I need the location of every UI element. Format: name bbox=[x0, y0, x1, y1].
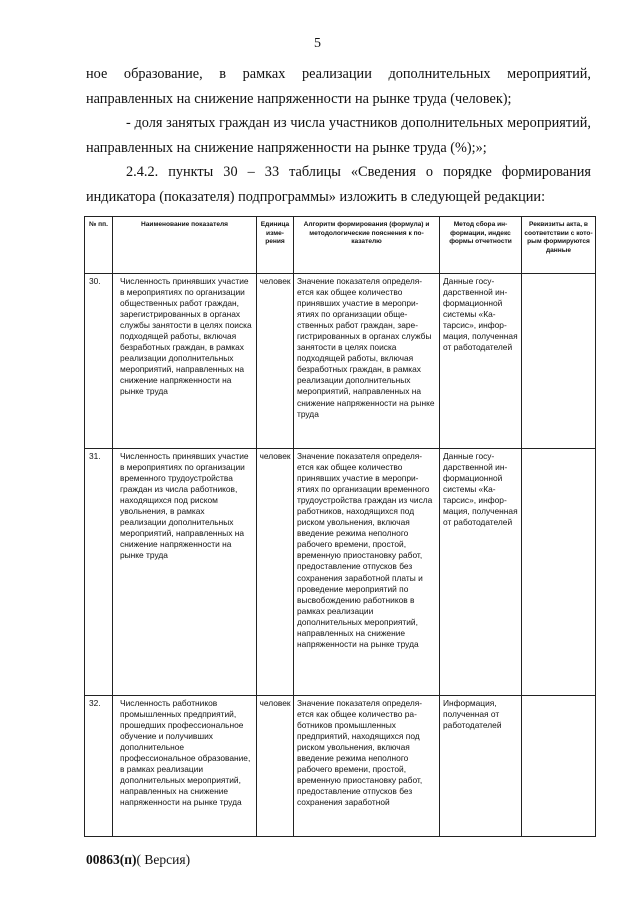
document-version: ( Версия) bbox=[136, 852, 191, 867]
column-header-name: Наименование показателя bbox=[113, 217, 257, 274]
body-text bbox=[86, 62, 591, 209]
document-code: 00863(п) bbox=[86, 852, 137, 867]
document-footer bbox=[86, 852, 190, 868]
cell-unit: человек bbox=[257, 274, 294, 449]
column-header-algorithm: Алгоритм формирования (формула) и методологические пояснения к показателю bbox=[294, 217, 440, 274]
cell-algorithm: Значение показателя определяется как общее количество принявших участие в мероприятиях по организации общественных работ граждан, зарегистрированных в органах службы занятости в целях поиска подходящей работы, включая безработных граждан, в рамках реализации дополнительных мероприятий, направленных на снижение напряженности на рынке труда bbox=[294, 274, 440, 449]
page-number: 5 bbox=[314, 36, 321, 51]
cell-method: Данные государственной информационной системы «Катарсис», информация, полученная от работодателей bbox=[440, 274, 522, 449]
column-header-requisites: Реквизиты акта, в соответствии с которым формируются данные bbox=[522, 217, 596, 274]
table-row bbox=[85, 449, 596, 696]
paragraph: ное образование, в рамках реализации дополнительных мероприятий, направленных на снижение напряженности на рынке труда (человек); bbox=[86, 66, 591, 107]
cell-unit: человек bbox=[257, 449, 294, 696]
cell-number: 32. bbox=[85, 696, 113, 837]
cell-number: 30. bbox=[85, 274, 113, 449]
paragraph: 2.4.2. пункты 30 – 33 таблицы «Сведения о порядке формирования индикатора (показателя) подпрограммы» изложить в следующей редакции: bbox=[86, 164, 591, 205]
cell-algorithm: Значение показателя определяется как общее количество принявших участие в мероприятиях по организации временного трудоустройства граждан из числа работников, находящихся под риском увольнения, включая введение режима неполного рабочего времени, простой, временную приостановку работ, предоставление отпусков без сохранения заработной платы и проведение мероприятий по высвобождению работников в рамках реализации дополнительных мероприятий, направленных на снижение напряженности на рынке труда bbox=[294, 449, 440, 696]
indicator-table bbox=[84, 216, 596, 837]
cell-indicator-name: Численность работников промышленных предприятий, прошедших профессиональное обучение и получивших дополнительное профессиональное образование, в рамках реализации дополнительных мероприятий, направленных на снижение напряженности на рынке труда bbox=[113, 696, 257, 837]
cell-number: 31. bbox=[85, 449, 113, 696]
column-header-number: № пп. bbox=[85, 217, 113, 274]
column-header-method: Метод сбора информации, индекс формы отчетности bbox=[440, 217, 522, 274]
cell-method: Информация, полученная от работодателей bbox=[440, 696, 522, 837]
paragraph: - доля занятых граждан из числа участников дополнительных мероприятий, направленных на снижение напряженности на рынке труда (%);»; bbox=[86, 115, 591, 156]
cell-indicator-name: Численность принявших участие в мероприятиях по организации временного трудоустройства граждан из числа работников, находящихся под риском увольнения, в рамках реализации дополнительных мероприятий, направленных на снижение напряженности на рынке труда bbox=[113, 449, 257, 696]
cell-requisites bbox=[522, 274, 596, 449]
cell-method: Данные государственной информационной системы «Катарсис», информация, полученная от работодателей bbox=[440, 449, 522, 696]
cell-indicator-name: Численность принявших участие в мероприятиях по организации общественных работ граждан, зарегистрированных в органах службы занятости в целях поиска подходящей работы, включая безработных граждан, в рамках реализации дополнительных мероприятий, направленных на снижение напряженности на рынке труда bbox=[113, 274, 257, 449]
cell-unit: человек bbox=[257, 696, 294, 837]
cell-algorithm: Значение показателя определяется как общее количество работников промышленных предприятий, находящихся под риском увольнения, включая введение режима неполного рабочего времени, простой, временную приостановку работ, предоставление отпусков без сохранения заработной bbox=[294, 696, 440, 837]
cell-requisites bbox=[522, 696, 596, 837]
table-row bbox=[85, 696, 596, 837]
column-header-unit: Единица измерения bbox=[257, 217, 294, 274]
table-header-row bbox=[85, 217, 596, 274]
cell-requisites bbox=[522, 449, 596, 696]
table-row bbox=[85, 274, 596, 449]
